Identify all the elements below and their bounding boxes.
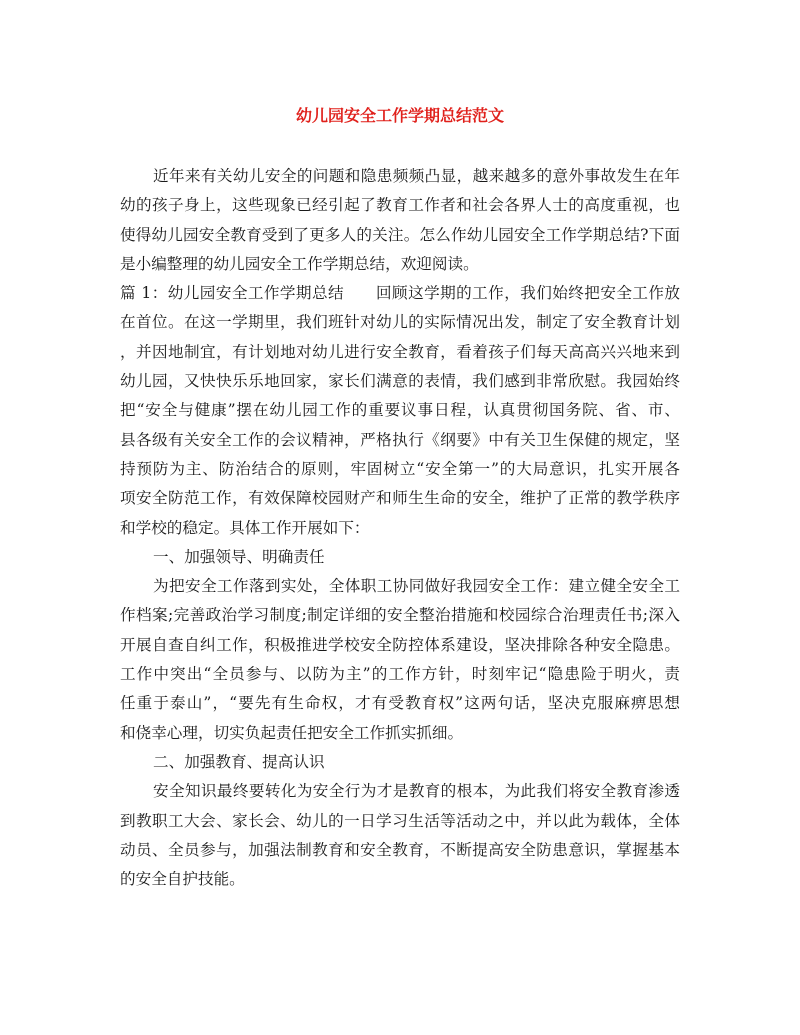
text-line: 为把安全工作落到实处，全体职工协同做好我园安全工作：建立健全安全工 [153,577,680,596]
text-line: 使得幼儿园安全教育受到了更多人的关注。怎么作幼儿园安全工作学期总结?下面 [120,225,680,244]
text-line: 安全知识最终要转化为安全行为才是教育的根本，为此我们将安全教育渗透 [153,782,680,801]
text-line: 工作中突出“全员参与、以防为主”的工作方针，时刻牢记“隐患险于明火，责 [120,665,680,684]
text-line: 作档案;完善政治学习制度;制定详细的安全整治措施和校园综合治理责任书;深入 [120,606,680,625]
text-line: 的安全自护技能。 [120,870,245,889]
text-line: 近年来有关幼儿安全的问题和隐患频频凸显，越来越多的意外事故发生在年 [153,167,680,185]
text-line: ，并因地制宜，有计划地对幼儿进行安全教育，看着孩子们每天高高兴兴地来到 [120,342,680,361]
text-line: 开展自查自纠工作，积极推进学校安全防控体系建设，坚决排除各种安全隐患。 [120,635,680,654]
text-line: 到教职工大会、家长会、幼儿的一日学习生活等活动之中，并以此为载体，全体 [120,811,680,830]
text-line: 任重于泰山”，“要先有生命权，才有受教育权”这两句话，坚决克服麻痹思想 [120,694,680,713]
text-line: 持预防为主、防治结合的原则，牢固树立“安全第一”的大局意识，扎实开展各 [120,459,680,478]
text-line: 幼的孩子身上，这些现象已经引起了教育工作者和社会各界人士的高度重视，也 [120,196,680,215]
text-line: 把“安全与健康”摆在幼儿园工作的重要议事日程，认真贯彻国务院、省、市、 [120,401,680,420]
document-body [120,162,680,894]
text-line: 是小编整理的幼儿园安全工作学期总结，欢迎阅读。 [120,254,479,273]
document-title: 幼儿园安全工作学期总结范文 [295,106,504,125]
text-line: 项安全防范工作，有效保障校园财产和师生生命的安全，维护了正常的教学秩序 [120,489,680,508]
text-line: 动员、全员参与，加强法制教育和安全教育，不断提高安全防患意识，掌握基本 [120,840,680,859]
text-line: 一、加强领导、明确责任 [153,547,325,566]
text-line: 县各级有关安全工作的会议精神，严格执行《纲要》中有关卫生保健的规定，坚 [120,430,680,449]
text-line: 在首位。在这一学期里，我们班针对幼儿的实际情况出发，制定了安全教育计划 [120,313,680,332]
text-line: 和侥幸心理，切实负起责任把安全工作抓实抓细。 [120,723,464,742]
text-line: 二、加强教育、提高认识 [153,752,325,771]
text-line: 和学校的稳定。具体工作开展如下： [120,518,370,537]
text-line: 幼儿园，又快快乐乐地回家，家长们满意的表情，我们感到非常欣慰。我园始终 [120,372,680,391]
text-line: 篇 1：幼儿园安全工作学期总结 回顾这学期的工作，我们始终把安全工作放 [120,284,680,303]
